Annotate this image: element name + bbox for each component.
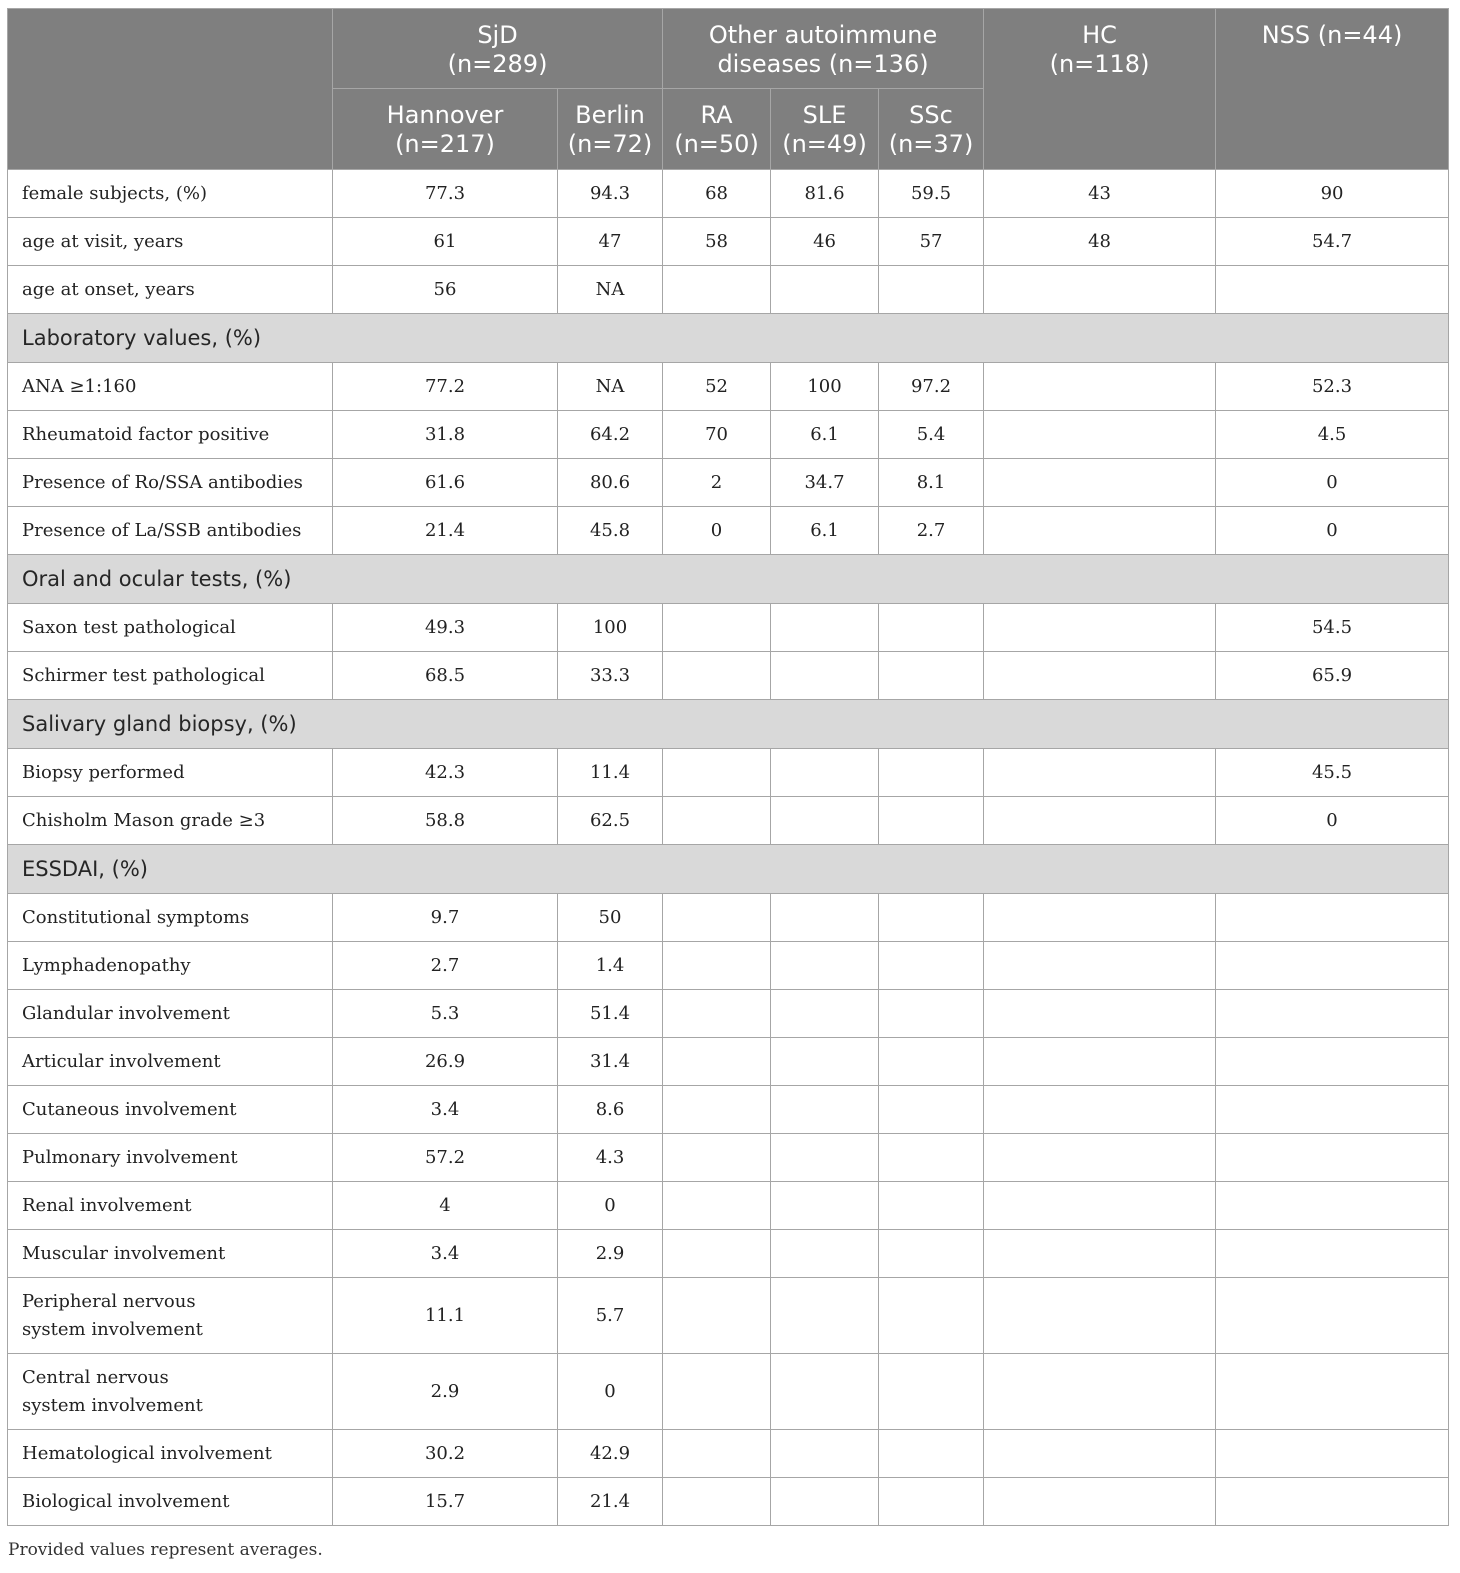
table-cell	[984, 1230, 1216, 1278]
table-cell	[663, 1278, 771, 1354]
table-cell: 57.2	[333, 1134, 558, 1182]
row-label: ANA ≥1:160	[8, 363, 333, 411]
header-hannover: Hannover (n=217)	[333, 89, 558, 170]
table-row	[8, 1278, 1449, 1354]
table-cell	[771, 797, 879, 845]
table-row	[8, 942, 1449, 990]
table-cell: 58.8	[333, 797, 558, 845]
table-cell	[1216, 1134, 1449, 1182]
table-cell	[663, 1182, 771, 1230]
table-cell	[879, 1134, 984, 1182]
table-cell	[879, 990, 984, 1038]
data-table	[7, 8, 1449, 1526]
table-cell	[771, 1086, 879, 1134]
header-berlin: Berlin (n=72)	[558, 89, 663, 170]
table-cell	[879, 1182, 984, 1230]
row-label: Hematological involvement	[8, 1430, 333, 1478]
table-cell	[879, 652, 984, 700]
table-cell	[984, 652, 1216, 700]
table-row	[8, 1086, 1449, 1134]
table-cell	[984, 990, 1216, 1038]
row-label: Peripheral nervous system involvement	[8, 1278, 333, 1354]
table-row	[8, 1134, 1449, 1182]
table-cell: 2.9	[333, 1354, 558, 1430]
table-cell: 5.3	[333, 990, 558, 1038]
table-cell: 5.4	[879, 411, 984, 459]
table-row	[8, 652, 1449, 700]
table-cell: 68.5	[333, 652, 558, 700]
row-label: Renal involvement	[8, 1182, 333, 1230]
row-label: Rheumatoid factor positive	[8, 411, 333, 459]
table-cell: 97.2	[879, 363, 984, 411]
table-row	[8, 749, 1449, 797]
table-cell	[1216, 894, 1449, 942]
table-cell	[771, 604, 879, 652]
table-header	[8, 9, 1449, 170]
table-cell	[984, 411, 1216, 459]
table-cell: 54.7	[1216, 218, 1449, 266]
table-cell: 51.4	[558, 990, 663, 1038]
table-cell: 80.6	[558, 459, 663, 507]
row-label: Central nervous system involvement	[8, 1354, 333, 1430]
table-cell: 0	[1216, 507, 1449, 555]
section-row	[8, 555, 1449, 604]
table-cell: 100	[771, 363, 879, 411]
table-cell	[879, 266, 984, 314]
table-cell: 4.5	[1216, 411, 1449, 459]
table-cell	[879, 1354, 984, 1430]
table-cell	[771, 1182, 879, 1230]
row-label: Biological involvement	[8, 1478, 333, 1526]
header-other-autoimmune: Other autoimmune diseases (n=136)	[663, 9, 984, 89]
table-cell: 4	[333, 1182, 558, 1230]
table-cell	[771, 1478, 879, 1526]
table-cell: 45.5	[1216, 749, 1449, 797]
table-cell: 52.3	[1216, 363, 1449, 411]
table-cell	[1216, 990, 1449, 1038]
table-row	[8, 363, 1449, 411]
table-cell: 1.4	[558, 942, 663, 990]
table-cell	[663, 1354, 771, 1430]
table-cell: 34.7	[771, 459, 879, 507]
row-label: age at onset, years	[8, 266, 333, 314]
table-cell: 81.6	[771, 170, 879, 218]
table-cell	[1216, 1182, 1449, 1230]
table-cell	[663, 1038, 771, 1086]
table-cell	[771, 1134, 879, 1182]
table-cell	[1216, 942, 1449, 990]
table-cell	[879, 749, 984, 797]
table-cell	[984, 894, 1216, 942]
table-cell	[879, 1278, 984, 1354]
table-cell: 0	[1216, 459, 1449, 507]
table-cell: 50	[558, 894, 663, 942]
table-cell	[1216, 1430, 1449, 1478]
row-label: Biopsy performed	[8, 749, 333, 797]
table-cell: NA	[558, 266, 663, 314]
table-cell	[663, 990, 771, 1038]
table-cell	[663, 652, 771, 700]
table-cell	[984, 1430, 1216, 1478]
table-cell	[984, 797, 1216, 845]
table-cell	[1216, 1478, 1449, 1526]
table-cell	[984, 1038, 1216, 1086]
table-cell: 3.4	[333, 1086, 558, 1134]
section-label: ESSDAI, (%)	[8, 845, 1449, 894]
row-label: female subjects, (%)	[8, 170, 333, 218]
table-cell: 0	[663, 507, 771, 555]
table-row	[8, 411, 1449, 459]
table-cell: 31.8	[333, 411, 558, 459]
table-cell: 6.1	[771, 411, 879, 459]
table-cell: 54.5	[1216, 604, 1449, 652]
table-cell: 45.8	[558, 507, 663, 555]
table-cell	[1216, 1230, 1449, 1278]
table-cell: 4.3	[558, 1134, 663, 1182]
row-label: Schirmer test pathological	[8, 652, 333, 700]
table-cell	[771, 1354, 879, 1430]
row-label: Constitutional symptoms	[8, 894, 333, 942]
table-cell: 59.5	[879, 170, 984, 218]
table-cell	[663, 266, 771, 314]
table-cell	[984, 942, 1216, 990]
table-cell: 90	[1216, 170, 1449, 218]
table-cell: 8.1	[879, 459, 984, 507]
table-cell	[771, 990, 879, 1038]
table-cell: 61.6	[333, 459, 558, 507]
header-ra: RA (n=50)	[663, 89, 771, 170]
table-cell	[663, 1430, 771, 1478]
header-blank	[8, 9, 333, 170]
table-cell	[771, 652, 879, 700]
table-cell	[879, 1230, 984, 1278]
table-cell	[1216, 1354, 1449, 1430]
row-label: Saxon test pathological	[8, 604, 333, 652]
table-cell	[663, 1086, 771, 1134]
table-cell	[984, 266, 1216, 314]
table-cell: 2.9	[558, 1230, 663, 1278]
table-row	[8, 218, 1449, 266]
table-row	[8, 1354, 1449, 1430]
table-cell	[663, 1478, 771, 1526]
table-cell	[1216, 1038, 1449, 1086]
table-row	[8, 1230, 1449, 1278]
header-sle: SLE (n=49)	[771, 89, 879, 170]
table-cell: 58	[663, 218, 771, 266]
table-cell: 31.4	[558, 1038, 663, 1086]
table-row	[8, 894, 1449, 942]
table-cell: 100	[558, 604, 663, 652]
row-label: Articular involvement	[8, 1038, 333, 1086]
table-cell	[984, 749, 1216, 797]
table-row	[8, 1182, 1449, 1230]
table-cell	[663, 942, 771, 990]
table-cell	[771, 749, 879, 797]
header-sjd: SjD (n=289)	[333, 9, 663, 89]
table-row	[8, 266, 1449, 314]
section-label: Salivary gland biopsy, (%)	[8, 700, 1449, 749]
row-label: Glandular involvement	[8, 990, 333, 1038]
table-cell	[1216, 1278, 1449, 1354]
table-cell: 43	[984, 170, 1216, 218]
header-hc: HC (n=118)	[984, 9, 1216, 170]
table-cell: 56	[333, 266, 558, 314]
table-cell: 21.4	[558, 1478, 663, 1526]
table-cell: 11.1	[333, 1278, 558, 1354]
table-cell: 94.3	[558, 170, 663, 218]
table-cell: 30.2	[333, 1430, 558, 1478]
table-cell: 42.9	[558, 1430, 663, 1478]
row-label: Chisholm Mason grade ≥3	[8, 797, 333, 845]
table-cell	[984, 1182, 1216, 1230]
table-cell	[771, 1278, 879, 1354]
table-cell: 70	[663, 411, 771, 459]
table-cell: 0	[1216, 797, 1449, 845]
table-cell: 6.1	[771, 507, 879, 555]
table-cell	[984, 1478, 1216, 1526]
table-row	[8, 1430, 1449, 1478]
section-row	[8, 314, 1449, 363]
table-cell: 52	[663, 363, 771, 411]
table-cell	[663, 1230, 771, 1278]
table-cell: 61	[333, 218, 558, 266]
table-cell: 68	[663, 170, 771, 218]
table-cell: 0	[558, 1354, 663, 1430]
table-cell: NA	[558, 363, 663, 411]
table-row	[8, 797, 1449, 845]
table-row	[8, 990, 1449, 1038]
table-cell	[663, 749, 771, 797]
table-cell	[879, 1086, 984, 1134]
table-cell: 47	[558, 218, 663, 266]
table-cell	[771, 942, 879, 990]
table-cell	[663, 1134, 771, 1182]
row-label: Lymphadenopathy	[8, 942, 333, 990]
table-cell: 21.4	[333, 507, 558, 555]
table-cell	[771, 266, 879, 314]
table-cell	[879, 1478, 984, 1526]
section-row	[8, 845, 1449, 894]
table-cell	[879, 604, 984, 652]
row-label: age at visit, years	[8, 218, 333, 266]
row-label: Pulmonary involvement	[8, 1134, 333, 1182]
header-nss: NSS (n=44)	[1216, 9, 1449, 170]
table-cell: 64.2	[558, 411, 663, 459]
table-body	[8, 170, 1449, 1526]
table-cell: 48	[984, 218, 1216, 266]
table-cell	[984, 459, 1216, 507]
table-row	[8, 507, 1449, 555]
table-cell	[984, 1278, 1216, 1354]
section-label: Laboratory values, (%)	[8, 314, 1449, 363]
table-cell: 33.3	[558, 652, 663, 700]
table-cell: 65.9	[1216, 652, 1449, 700]
table-cell: 2.7	[333, 942, 558, 990]
table-cell	[984, 604, 1216, 652]
table-cell	[879, 894, 984, 942]
table-cell: 62.5	[558, 797, 663, 845]
table-cell	[984, 363, 1216, 411]
table-cell	[663, 604, 771, 652]
row-label: Presence of Ro/SSA antibodies	[8, 459, 333, 507]
table-row	[8, 1038, 1449, 1086]
table-cell	[984, 1134, 1216, 1182]
row-label: Muscular involvement	[8, 1230, 333, 1278]
table-cell: 9.7	[333, 894, 558, 942]
table-cell: 77.3	[333, 170, 558, 218]
table-cell: 49.3	[333, 604, 558, 652]
header-ssc: SSc (n=37)	[879, 89, 984, 170]
table-row	[8, 459, 1449, 507]
table-cell: 46	[771, 218, 879, 266]
table-cell: 57	[879, 218, 984, 266]
table-cell: 2.7	[879, 507, 984, 555]
table-cell	[771, 1230, 879, 1278]
table-cell	[663, 894, 771, 942]
table-row	[8, 170, 1449, 218]
table-cell	[771, 1038, 879, 1086]
table-cell: 5.7	[558, 1278, 663, 1354]
table-cell: 2	[663, 459, 771, 507]
row-label: Cutaneous involvement	[8, 1086, 333, 1134]
table-cell: 26.9	[333, 1038, 558, 1086]
table-row	[8, 1478, 1449, 1526]
table-cell: 3.4	[333, 1230, 558, 1278]
table-cell	[771, 894, 879, 942]
table-cell	[984, 507, 1216, 555]
section-label: Oral and ocular tests, (%)	[8, 555, 1449, 604]
table-cell	[771, 1430, 879, 1478]
table-cell	[879, 1430, 984, 1478]
table-cell	[1216, 1086, 1449, 1134]
row-label: Presence of La/SSB antibodies	[8, 507, 333, 555]
table-cell	[984, 1086, 1216, 1134]
table-cell: 77.2	[333, 363, 558, 411]
section-row	[8, 700, 1449, 749]
table-footnote: Provided values represent averages.	[8, 1540, 323, 1560]
table-cell: 8.6	[558, 1086, 663, 1134]
table-cell: 11.4	[558, 749, 663, 797]
table-cell	[879, 1038, 984, 1086]
table-cell	[879, 942, 984, 990]
table-cell	[879, 797, 984, 845]
table-row	[8, 604, 1449, 652]
table-cell	[1216, 266, 1449, 314]
table-cell: 0	[558, 1182, 663, 1230]
table-cell: 42.3	[333, 749, 558, 797]
table-cell	[984, 1354, 1216, 1430]
table-cell	[663, 797, 771, 845]
table-cell: 15.7	[333, 1478, 558, 1526]
